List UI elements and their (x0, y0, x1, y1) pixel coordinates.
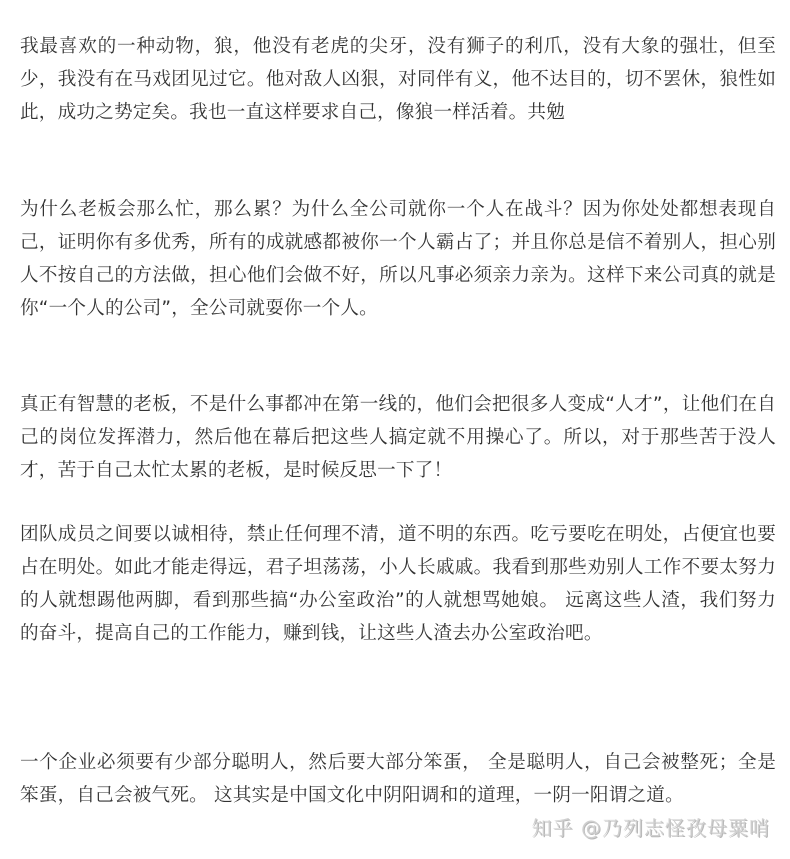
paragraph-busy-boss: 为什么老板会那么忙，那么累？为什么全公司就你一个人在战斗？因为你处处都想表现自己，证明你有多优秀，所有的成就感都被你一个人霸占了；并且你总是信不着别人，担心别人不按自己的方法做，担心他们会做不好，所以凡事必须亲力亲为。这样下来公司真的就是你“一个人的公司”，全公司就耍你一个人。 (20, 199, 776, 319)
paragraph-wolf: 我最喜欢的一种动物，狼，他没有老虎的尖牙，没有狮子的利爪，没有大象的强壮，但至少，我没有在马戏团见过它。他对敌人凶狠，对同伴有义，他不达目的，切不罢休，狼性如此，成功之势定矣。我也一直这样要求自己，像狼一样活着。共勉 (20, 36, 776, 123)
paragraph-yin-yang: 一个企业必须要有少部分聪明人，然后要大部分笨蛋， 全是聪明人，自己会被整死；全是笨蛋，自己会被气死。 这其实是中国文化中阴阳调和的道理，一阴一阳谓之道。 (20, 752, 776, 806)
paragraph-team-honesty: 团队成员之间要以诚相待，禁止任何理不清，道不明的东西。吃亏要吃在明处，占便宜也要占在明处。如此才能走得远，君子坦荡荡，小人长戚戚。我看到那些劝别人工作不要太努力的人就想踢他两脚，看到那些搞“办公室政治”的人就想骂她娘。 远离这些人渣，我们努力的奋斗，提高自己的工作能力，赚到钱，让这些人渣去办公室政治吧。 (20, 524, 776, 644)
paragraph-wise-boss: 真正有智慧的老板，不是什么事都冲在第一线的，他们会把很多人变成“人才”，让他们在自己的岗位发挥潜力，然后他在幕后把这些人搞定就不用操心了。所以，对于那些苦于没人才，苦于自己太忙太累的老板，是时候反思一下了！ (20, 394, 776, 481)
zhihu-watermark: 知乎 @乃列志怪孜母粟哨 (531, 816, 770, 840)
